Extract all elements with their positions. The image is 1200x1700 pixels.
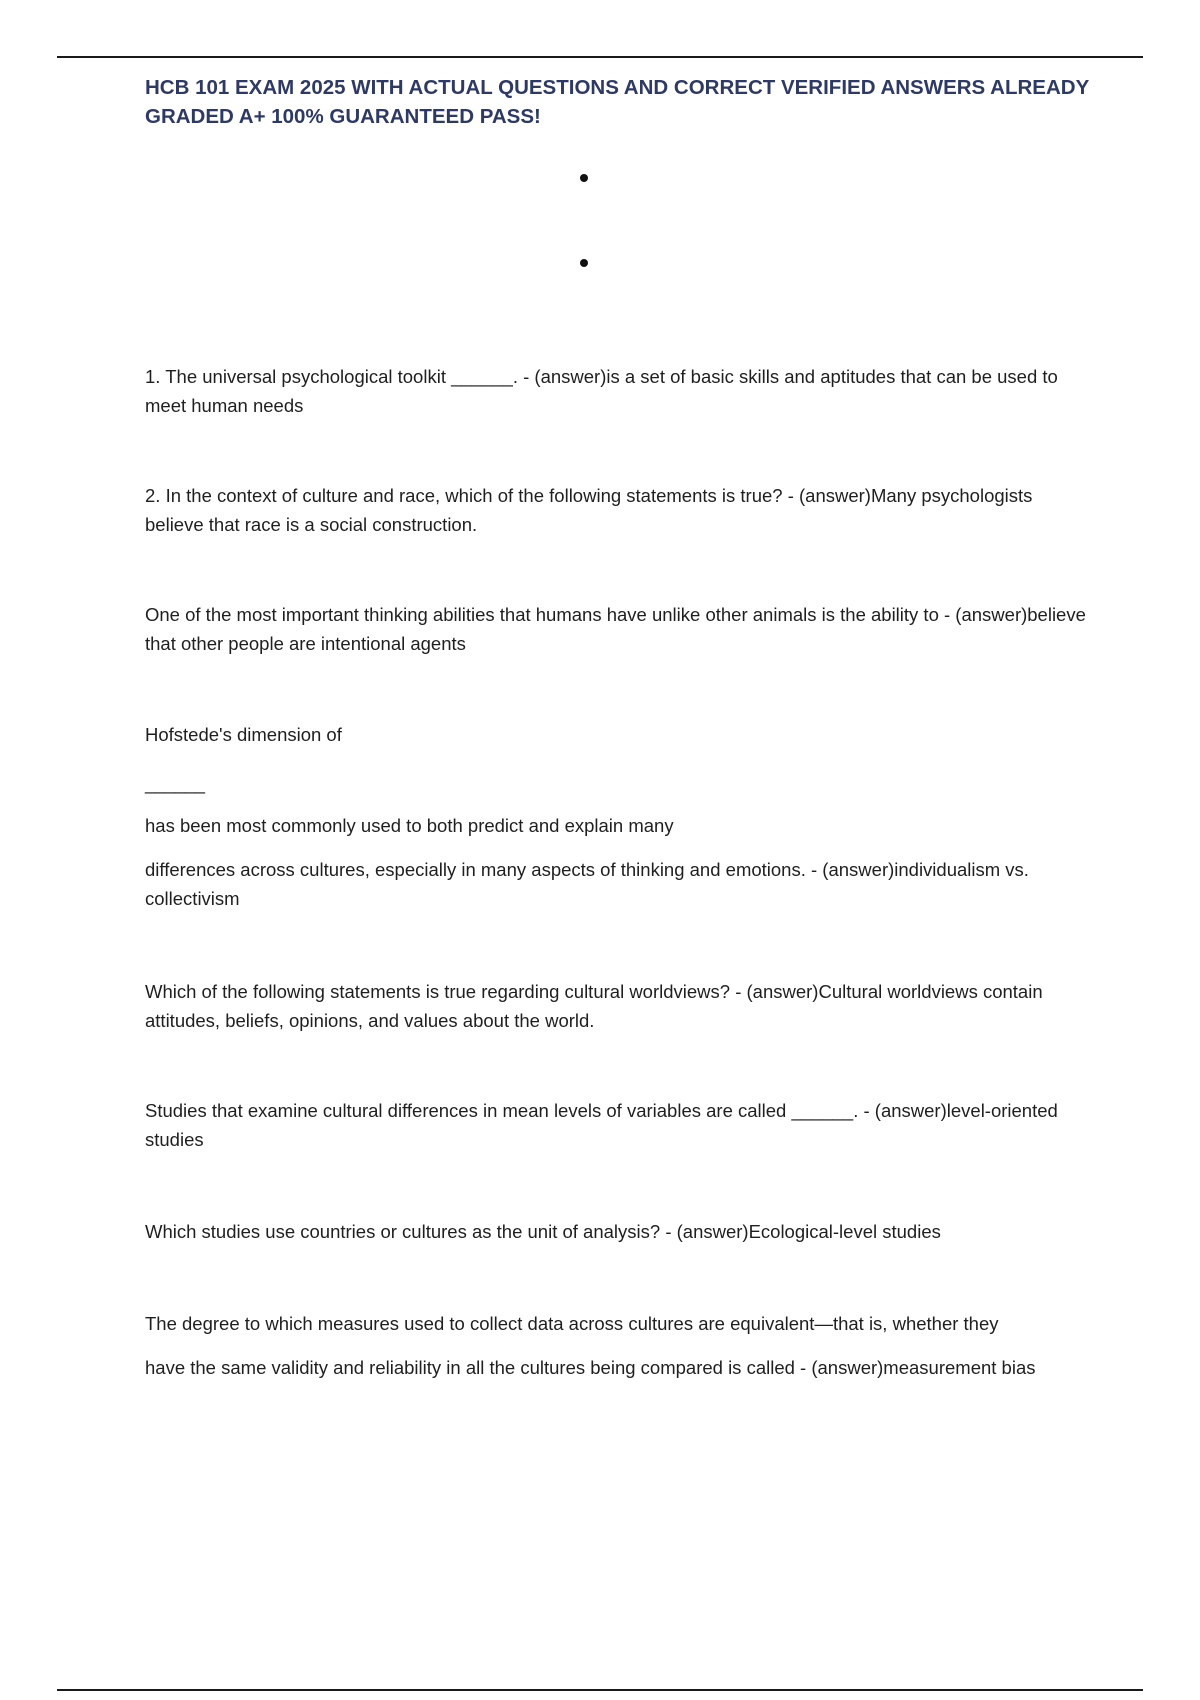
question-4-blank: ______ xyxy=(145,774,206,794)
question-2: 2. In the context of culture and race, which of the following statements is true? - (answer)Many psychologists believe that race is a social construction. xyxy=(145,485,1033,535)
question-8-lead: The degree to which measures used to collect data across cultures are equivalent—that is, whether they xyxy=(145,1313,999,1334)
question-7: Which studies use countries or cultures as the unit of analysis? - (answer)Ecological-level studies xyxy=(145,1221,941,1242)
bullet-point xyxy=(580,259,588,267)
bullet-point xyxy=(580,174,588,182)
question-5: Which of the following statements is true regarding cultural worldviews? - (answer)Cultural worldviews contain attitudes, beliefs, opinions, and values about the world. xyxy=(145,981,1043,1031)
question-6: Studies that examine cultural differences in mean levels of variables are called ______. - (answer)level-oriented studies xyxy=(145,1100,1058,1150)
header-rule xyxy=(57,56,1143,58)
question-8-answer: have the same validity and reliability in all the cultures being compared is called - (answer)measurement bias xyxy=(145,1357,1036,1378)
question-4-middle: has been most commonly used to both predict and explain many xyxy=(145,815,674,836)
document-title: HCB 101 EXAM 2025 WITH ACTUAL QUESTIONS AND CORRECT VERIFIED ANSWERS ALREADY GRADED A+ 100% GUARANTEED PASS! xyxy=(145,76,1089,128)
footer-rule xyxy=(57,1689,1143,1691)
question-3: One of the most important thinking abilities that humans have unlike other animals is the ability to - (answer)believe that other people are intentional agents xyxy=(145,604,1086,654)
question-1: 1. The universal psychological toolkit ______. - (answer)is a set of basic skills and aptitudes that can be used to meet human needs xyxy=(145,366,1058,416)
question-4-answer: differences across cultures, especially in many aspects of thinking and emotions. - (answer)individualism vs. collectivism xyxy=(145,859,1029,909)
question-4-lead: Hofstede's dimension of xyxy=(145,724,342,745)
